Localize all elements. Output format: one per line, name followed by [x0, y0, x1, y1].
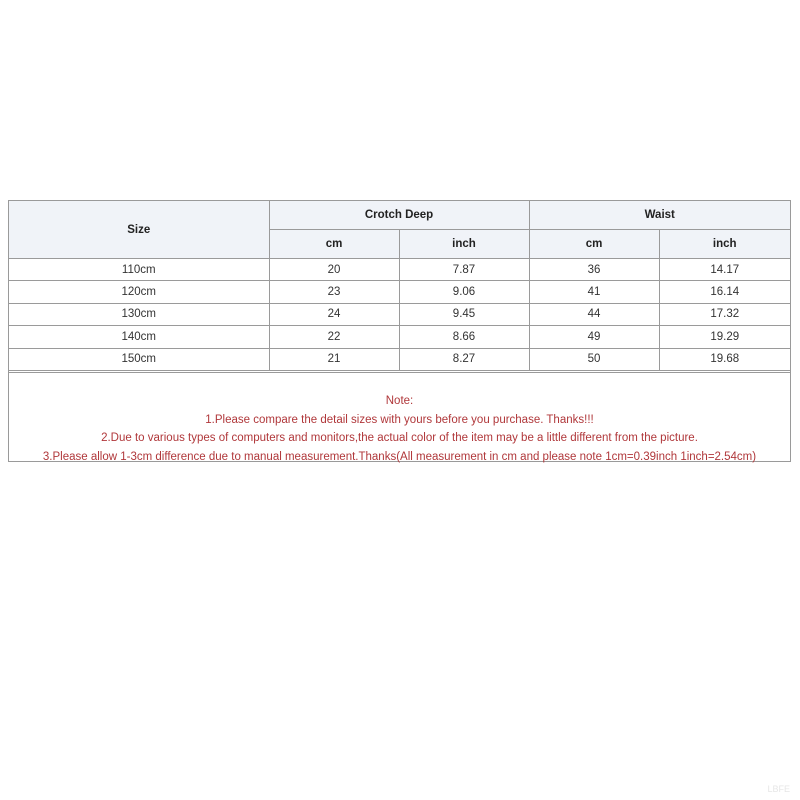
table-row	[9, 281, 790, 303]
waist-inch-cell: 17.32	[659, 303, 790, 325]
crotch-inch-cell: 8.66	[399, 326, 529, 348]
waist-inch-cell: 16.14	[659, 281, 790, 303]
size-cell: 110cm	[9, 259, 269, 281]
waist-inch-cell: 19.29	[659, 326, 790, 348]
table-row	[9, 326, 790, 348]
crotch-cm-cell: 23	[269, 281, 399, 303]
crotch-cm-cell: 22	[269, 326, 399, 348]
size-cell: 140cm	[9, 326, 269, 348]
waist-cm-header: cm	[529, 230, 659, 259]
waist-inch-cell: 14.17	[659, 259, 790, 281]
notes-section	[9, 372, 790, 462]
size-cell: 120cm	[9, 281, 269, 303]
crotch-inch-cell: 8.27	[399, 348, 529, 370]
crotch-inch-header: inch	[399, 230, 529, 259]
crotch-cm-cell: 20	[269, 259, 399, 281]
waist-cm-cell: 49	[529, 326, 659, 348]
waist-cm-cell: 41	[529, 281, 659, 303]
waist-inch-cell: 19.68	[659, 348, 790, 370]
header-row-groups	[9, 201, 790, 230]
note-title: Note:	[385, 395, 414, 407]
size-column-header: Size	[9, 201, 269, 259]
waist-cm-cell: 36	[529, 259, 659, 281]
waist-header: Waist	[529, 201, 790, 230]
table-row	[9, 259, 790, 281]
size-table	[9, 201, 790, 371]
watermark: LBFE	[767, 784, 790, 794]
note-line-3: 3.Please allow 1-3cm difference due to manual measurement.Thanks(All measurement in cm and please note 1cm=0.39inch 1inch=2.54cm)	[42, 450, 757, 463]
waist-cm-cell: 50	[529, 348, 659, 370]
table-row	[9, 348, 790, 370]
size-cell: 150cm	[9, 348, 269, 370]
size-chart	[8, 200, 791, 462]
note-line-2: 2.Due to various types of computers and monitors,the actual color of the item may be a little different from the picture.	[101, 432, 698, 444]
crotch-deep-header: Crotch Deep	[269, 201, 529, 230]
waist-cm-cell: 44	[529, 303, 659, 325]
crotch-cm-cell: 21	[269, 348, 399, 370]
crotch-cm-header: cm	[269, 230, 399, 259]
crotch-cm-cell: 24	[269, 303, 399, 325]
table-row	[9, 303, 790, 325]
waist-inch-header: inch	[659, 230, 790, 259]
size-cell: 130cm	[9, 303, 269, 325]
note-line-1: 1.Please compare the detail sizes with yours before you purchase. Thanks!!!	[205, 413, 594, 426]
crotch-inch-cell: 9.06	[399, 281, 529, 303]
crotch-inch-cell: 9.45	[399, 303, 529, 325]
crotch-inch-cell: 7.87	[399, 259, 529, 281]
